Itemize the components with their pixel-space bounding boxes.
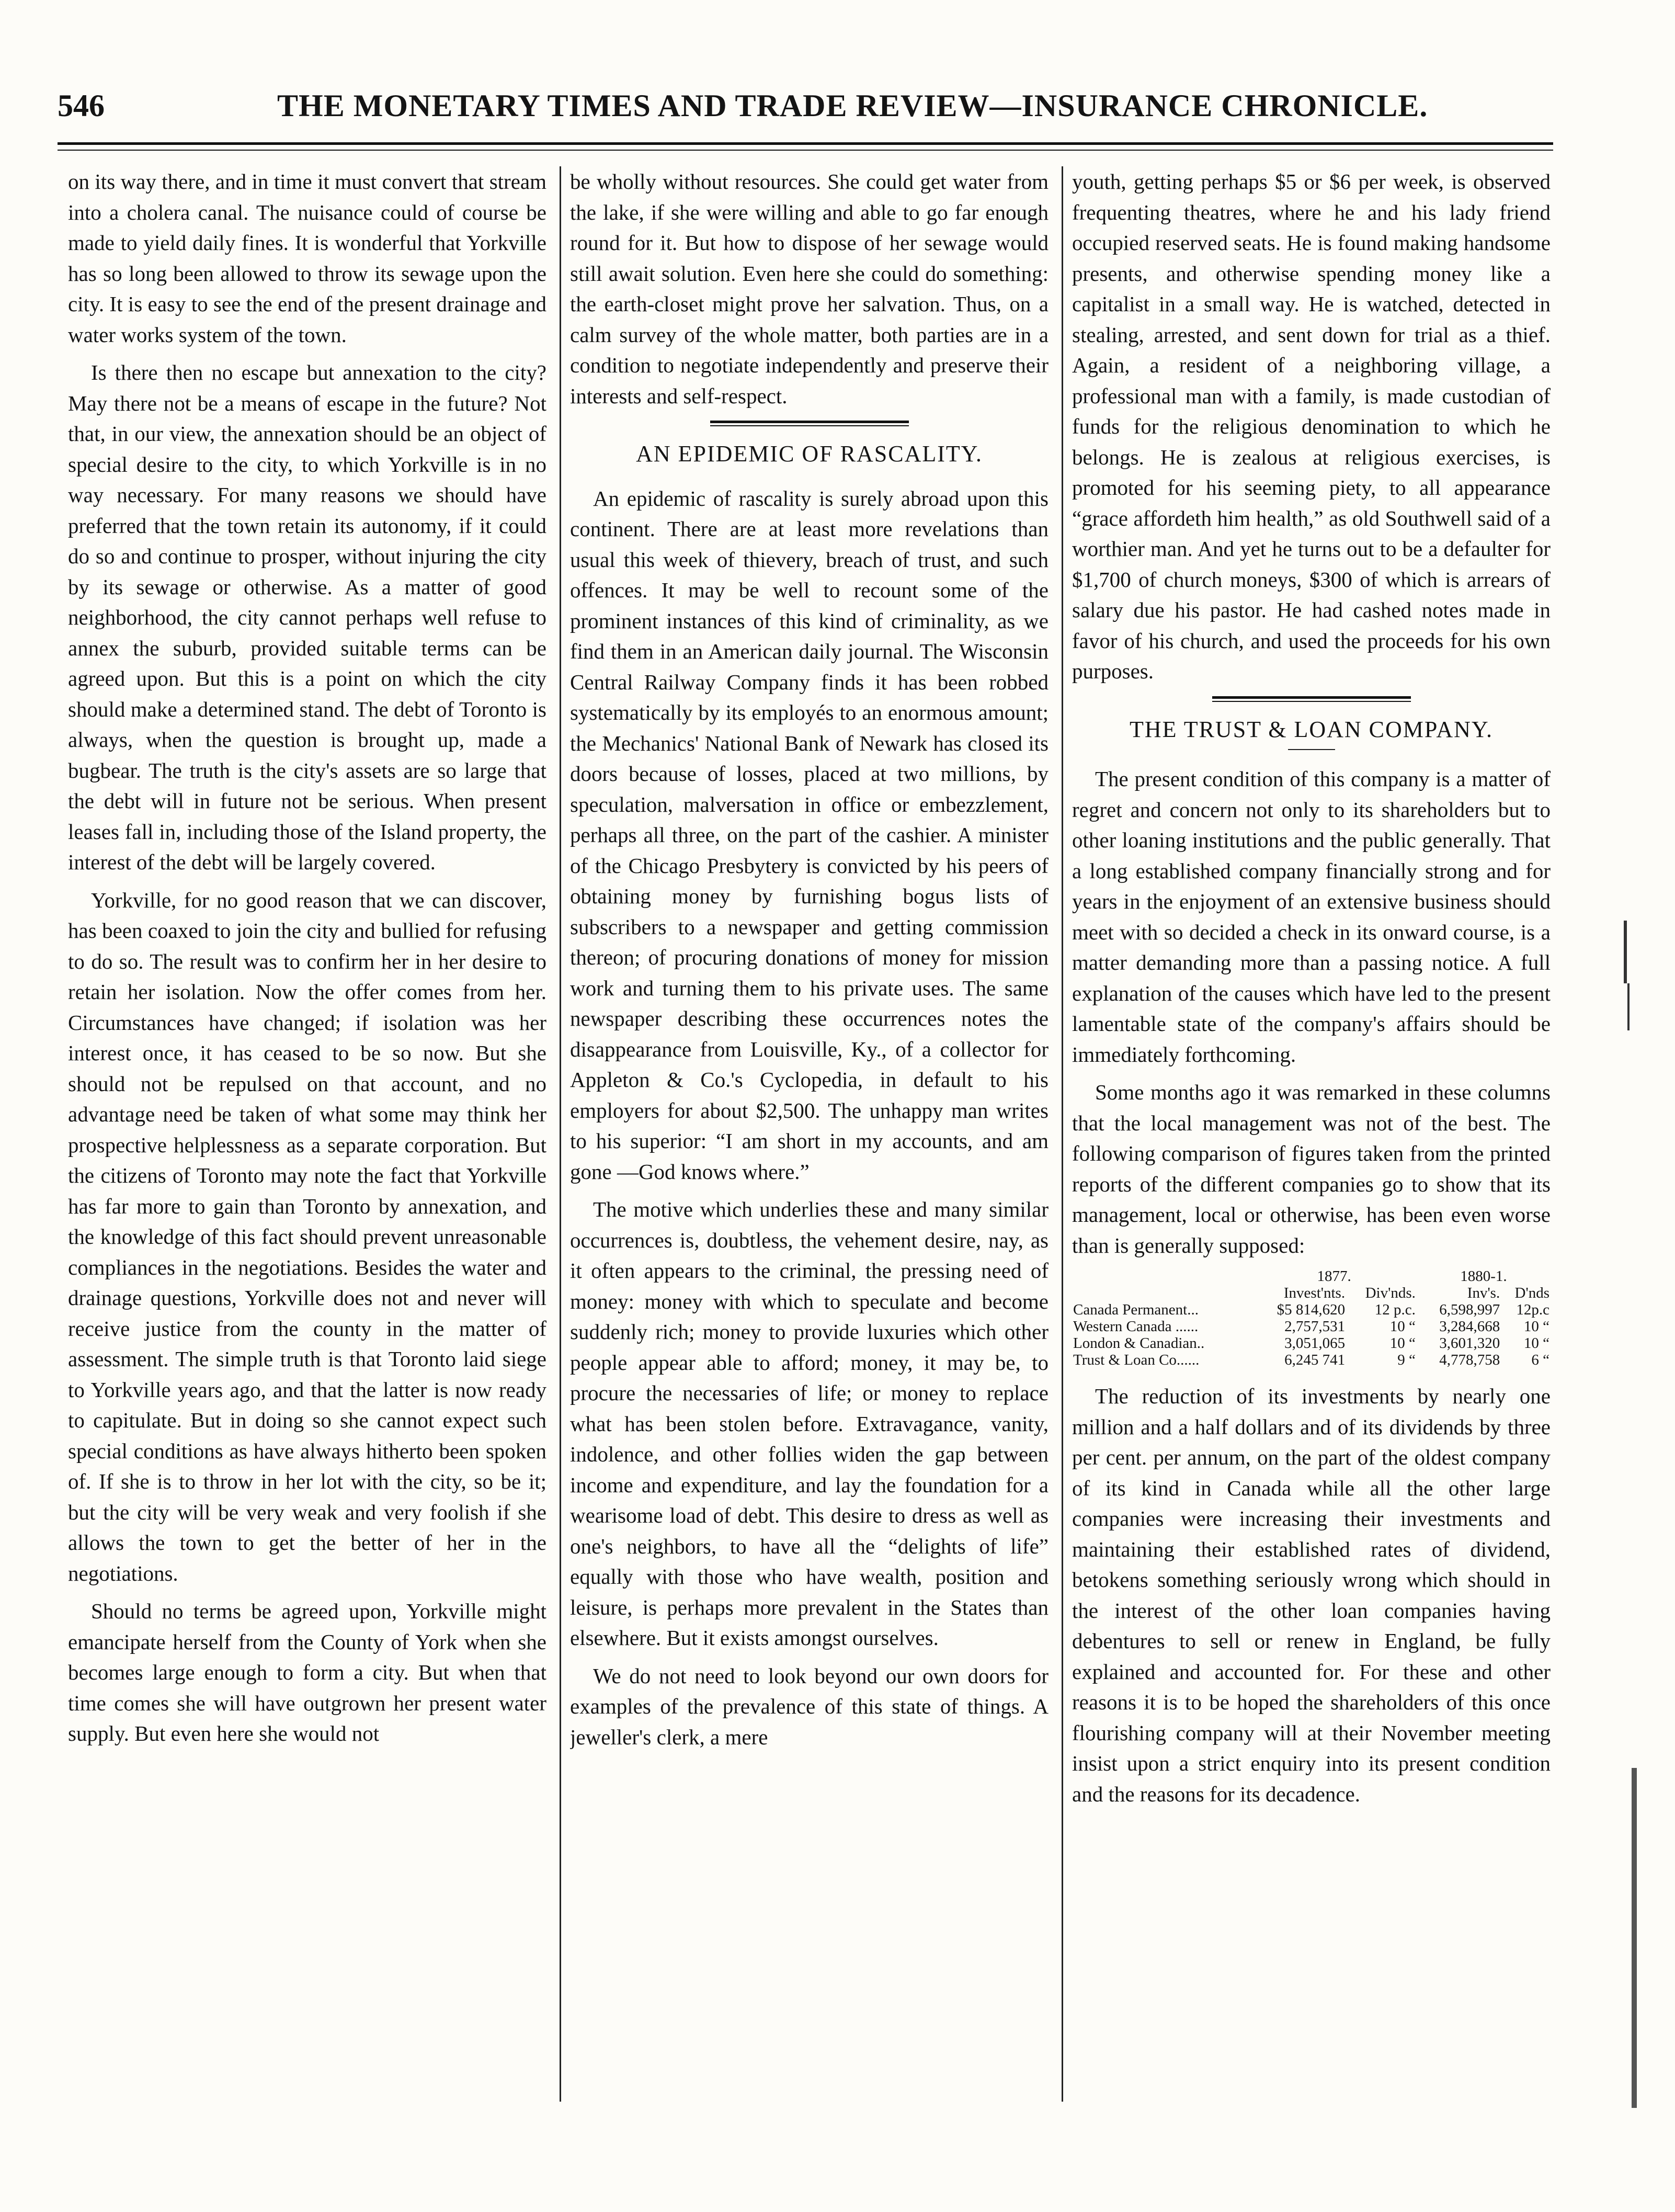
- paragraph: The present condition of this company is a matter of regret and concern not only to its shareholders but to other loaning institutions and the public generally. That a long established company financially strong and for years in the enjoyment of an extensive business should meet with so decided a check in its onward course, is a matter demanding more than a passing notice. A full explanation of the causes which have led to the present lamentable state of the company's affairs should be immediately forthcoming.: [1072, 767, 1551, 1067]
- table-row: [1072, 1301, 1551, 1318]
- paragraph: youth, getting perhaps $5 or $6 per week, is observed frequenting theatres, where he and his lady friend occupied reserved seats. He is found making handsome presents, and otherwise spending money like a capitalist in a small way. He is watched, detected in stealing, arrested, and sent down for trial as a thief. Again, a resident of a neighboring village, a professional man with a family, is made custodian of funds for the religious denomination to which he belongs. He is zealous at religious exercises, is promoted for his seeming piety, to all appearance “grace affordeth him health,” as old Southwell said of a worthier man. And yet he turns out to be a defaulter for $1,700 of church moneys, $300 of which is arrears of salary due his pastor. He had cashed notes made in favor of his church, and used the proceeds for his own purposes.: [1072, 169, 1551, 683]
- company-name: Trust & Loan Co......: [1073, 1352, 1200, 1368]
- comparison-table: [1072, 1268, 1551, 1368]
- table-row: [1072, 1335, 1551, 1352]
- paragraph: on its way there, and in time it must convert that stream into a cholera canal. The nuisance could of course be made to yield daily fines. It is wonderful that Yorkville has so long been allowed to throw its sewage upon the city. It is easy to see the end of the present drainage and water works system of the town.: [68, 169, 546, 347]
- paragraph: be wholly without resources. She could get water from the lake, if she were willing and able to go far enough round for it. But how to dispose of her sewage would still await solution. Even here she could do something: the earth-closet might prove her salvation. Thus, on a calm survey of the whole matter, both parties are in a condition to negotiate independently and preserve their interests and self-respect.: [570, 169, 1049, 408]
- paragraph: The reduction of its investments by nearly one million and a half dollars and of its dividends by three per cent. per annum, on the part of the oldest company of its kind in Canada while all the other large companies were increasing their investments and maintaining their established rates of dividend, betokens something seriously wrong which should in the interest of the other loan companies having debentures to sell or renew in England, be fully explained and accounted for. For these and other reasons it is to be hoped the shareholders of this once flourishing company will at their November meeting insist upon a strict enquiry into its present condition and the reasons for its decadence.: [1072, 1384, 1551, 1806]
- year-header: 1880-1.: [1460, 1268, 1507, 1285]
- column-header: D'nds: [1514, 1285, 1549, 1301]
- table-cell: 9 “: [1397, 1352, 1416, 1368]
- table-cell: $5 814,620: [1277, 1301, 1346, 1318]
- page-number: 546: [58, 88, 105, 123]
- section-rule: [1212, 696, 1411, 702]
- paragraph: Yorkville, for no good reason that we can discover, has been coaxed to join the city and bullied for refusing to do so. The result was to confirm her in her desire to retain her isolation. Now the offer comes from her. Circumstances have changed; if isolation was her interest once, it has ceased to be so now. But she should not be repulsed on that account, and no advantage need be taken of what some may think her prospective helplessness as a separate corporation. But the citizens of Toronto may note the fact that Yorkville has far more to gain than Toronto by annexation, and the knowledge of this fact should prevent unreasonable compliances in the negotiations. Besides the water and drainage questions, Yorkville does not and never will receive justice from the county in the matter of assessment. The simple truth is that Toronto laid siege to Yorkville years ago, and that the latter is now ready to capitulate. But in doing so she cannot expect such special conditions as have always hitherto been spoken of. If she is to throw in her lot with the city, so be it; but the city will be very weak and very foolish if she allows the town to get the better of her in the negotiations.: [68, 888, 546, 1585]
- scan-mark: [1632, 1768, 1637, 2108]
- table-cell: 12p.c: [1516, 1301, 1549, 1318]
- masthead-title: THE MONETARY TIMES AND TRADE REVIEW—INSURANCE CHRONICLE.: [277, 88, 1428, 123]
- paragraph: Should no terms be agreed upon, Yorkville might emancipate herself from the County of York when she becomes large enough to form a city. But when that time comes she will have outgrown her present water supply. But even here she would not: [68, 1599, 546, 1745]
- column-header: Inv's.: [1467, 1285, 1500, 1301]
- table-cell: 2,757,531: [1284, 1318, 1346, 1335]
- column-right: [1072, 166, 1551, 2102]
- header-rule: [58, 142, 1553, 145]
- column-header: Div'nds.: [1365, 1285, 1416, 1301]
- paragraph: An epidemic of rascality is surely abroad upon this continent. There are at least more revelations than usual this week of thievery, breach of trust, and such offences. It may be well to recount some of the prominent instances of this kind of criminality, as we find them in an American daily journal. The Wisconsin Central Railway Company finds it has been robbed systematically by its employés to an enormous amount; the Mechanics' National Bank of Newark has closed its doors because of losses, placed at two millions, by speculation, malversation in office or embezzlement, perhaps all three, on the part of the cashier. A minister of the Chicago Presbytery is convicted by his peers of obtaining money by furnishing bogus lists of subscribers to a newspaper and getting commission thereon; of procuring donations of money for mission work and turning them to his private uses. The same newspaper describing these occurrences notes the disappearance from Louisville, Ky., of a collector for Appleton & Co.'s Cyclopedia, in default to his employers for about $2,500. The unhappy man writes to his superior: “I am short in my accounts, and am gone —God knows where.”: [570, 486, 1049, 1184]
- scan-mark: [1627, 983, 1630, 1030]
- company-name: Western Canada ......: [1073, 1318, 1199, 1335]
- table-cell: 6,245 741: [1284, 1352, 1346, 1368]
- article-heading: THE TRUST & LOAN COMPANY.: [1129, 716, 1494, 742]
- article-heading: AN EPIDEMIC OF RASCALITY.: [636, 441, 983, 467]
- table-cell: 6,598,997: [1439, 1301, 1500, 1318]
- company-name: Canada Permanent...: [1073, 1301, 1199, 1318]
- paragraph: We do not need to look beyond our own doors for examples of the prevalence of this state of things. A jeweller's clerk, a mere: [570, 1663, 1049, 1749]
- scan-mark: [1624, 921, 1627, 983]
- column-middle: [570, 166, 1049, 2102]
- paragraph: The motive which underlies these and many similar occurrences is, doubtless, the vehement desire, nay, as it often appears to the criminal, the pressing need of money: money with which to speculate and become suddenly rich; money to provide luxuries which other people appear able to afford; money, it may be, to procure the necessaries of life; or money to replace what has been stolen before. Extravagance, vanity, indolence, and other follies widen the gap between income and expenditure, and lay the foundation for a wearisome load of debt. This desire to dress as well as one's neighbors, to have all the “delights of life” equally with those who have wealth, position and leisure, is perhaps more prevalent in the States than elsewhere. But it exists amongst ourselves.: [570, 1197, 1049, 1650]
- column-divider: [1062, 166, 1063, 2102]
- paragraph: Some months ago it was remarked in these columns that the local management was not of the best. The following comparison of figures taken from the printed reports of the different companies go to show that its management, local or otherwise, has been even worse than is generally supposed:: [1072, 1080, 1551, 1257]
- column-header: Invest'nts.: [1283, 1285, 1346, 1301]
- table-cell: 4,778,758: [1439, 1352, 1500, 1368]
- table-cell: 3,284,668: [1439, 1318, 1500, 1335]
- company-name: London & Canadian..: [1073, 1335, 1205, 1352]
- table-cell: 3,051,065: [1284, 1335, 1346, 1352]
- table-row: [1072, 1352, 1551, 1368]
- table-cell: 12 p.c.: [1374, 1301, 1416, 1318]
- table-cell: 3,601,320: [1439, 1335, 1500, 1352]
- header-rule-thin: [58, 150, 1553, 151]
- column-divider: [560, 166, 561, 2102]
- section-rule: [710, 421, 909, 426]
- table-cell: 10 “: [1523, 1335, 1549, 1352]
- table-cell: 6 “: [1531, 1352, 1549, 1368]
- table-cell: 10 “: [1389, 1318, 1416, 1335]
- page-header: [58, 88, 1553, 135]
- heading-underline: [1288, 749, 1335, 750]
- table-cell: 10 “: [1389, 1335, 1416, 1352]
- table-cell: 10 “: [1523, 1318, 1549, 1335]
- paragraph: Is there then no escape but annexation to the city? May there not be a means of escape in the future? Not that, in our view, the annexation should be an object of special desire to the city, to which Yorkville is in no way necessary. For many reasons we should have preferred that the town retain its autonomy, if it could do so and continue to prosper, without injuring the city by its sewage or otherwise. As a matter of good neighborhood, the city cannot perhaps well refuse to annex the suburb, provided suitable terms can be agreed upon. But this is a point on which the city should make a determined stand. The debt of Toronto is always, when the question is brought up, made a bugbear. The truth is the city's assets are so large that the debt will in future not be serious. When present leases fall in, including those of the Island property, the interest of the debt will be largely covered.: [68, 360, 546, 874]
- table-row: [1072, 1318, 1551, 1335]
- column-left: [68, 166, 546, 2102]
- year-header: 1877.: [1317, 1268, 1351, 1285]
